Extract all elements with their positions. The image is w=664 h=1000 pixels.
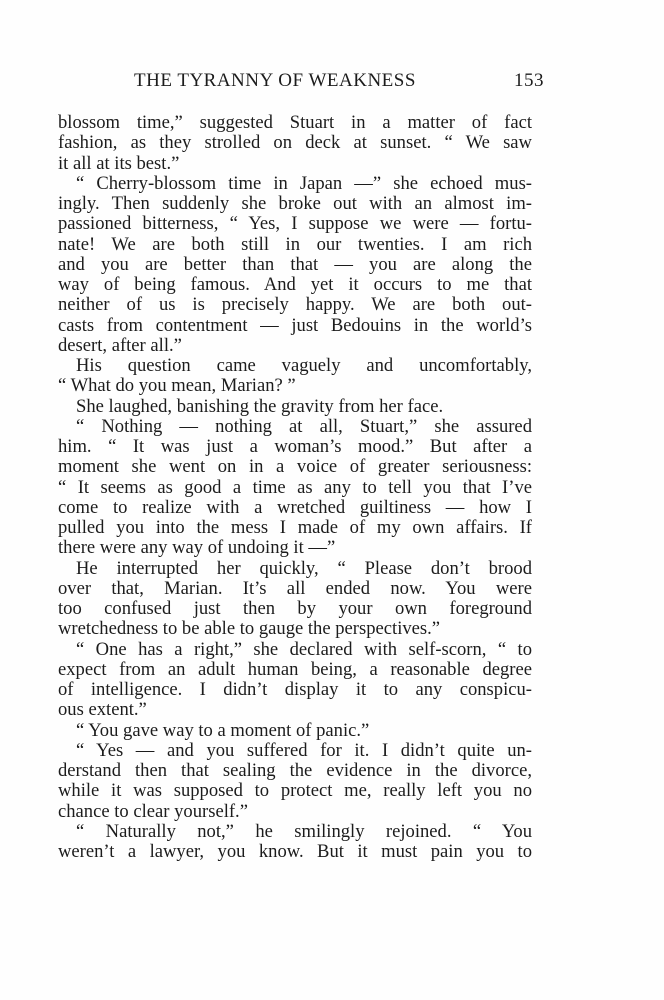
text-line: “ One has a right,” she declared with self-scorn, “ to	[76, 639, 532, 660]
text-line: neither of us is precisely happy. We are both out-	[58, 295, 532, 316]
text-line: weren’t a lawyer, you know. But it must pain you to	[58, 842, 532, 862]
text-line: “ Naturally not,” he smilingly rejoined. “ You	[76, 821, 532, 842]
text-line: of intelligence. I didn’t display it to any conspicu-	[58, 680, 532, 700]
text-line: chance to clear yourself.”	[58, 801, 248, 822]
text-line: moment she went on in a voice of greater seriousness:	[58, 457, 532, 478]
text-line: desert, after all.”	[58, 335, 182, 356]
text-line: there were any way of undoing it —”	[58, 538, 336, 559]
running-header	[134, 70, 544, 100]
text-line: while it was supposed to protect me, really left you no	[58, 781, 532, 802]
text-line: it all at its best.”	[58, 153, 180, 174]
text-line: casts from contentment — just Bedouins in the world’s	[58, 315, 532, 336]
text-line: ingly. Then suddenly she broke out with an almost im-	[58, 194, 532, 214]
text-line: way of being famous. And yet it occurs to me that	[58, 275, 532, 295]
text-line: He interrupted her quickly, “ Please don’t brood	[76, 558, 532, 579]
text-line: “ You gave way to a moment of panic.”	[76, 720, 370, 741]
text-line: come to realize with a wretched guiltiness — how I	[58, 497, 532, 518]
text-line: him. “ It was just a woman’s mood.” But after a	[58, 437, 532, 457]
text-line: and you are better than that — you are along the	[58, 254, 532, 275]
text-line: “ Yes — and you suffered for it. I didn’t quite un-	[76, 740, 532, 761]
text-line: nate! We are both still in our twenties. I am rich	[58, 234, 532, 255]
text-line: derstand then that sealing the evidence in the divorce,	[58, 761, 532, 781]
text-line: She laughed, banishing the gravity from her face.	[76, 396, 444, 417]
text-line: too confused just then by your own foreground	[58, 599, 532, 619]
text-line: “ What do you mean, Marian? ”	[58, 376, 296, 397]
text-line: “ It seems as good a time as any to tell you that I’ve	[58, 477, 532, 498]
text-line: passioned bitterness, “ Yes, I suppose we were — fortu-	[58, 214, 532, 235]
text-line: ous extent.”	[58, 700, 147, 721]
text-line: fashion, as they strolled on deck at sunset. “ We saw	[58, 133, 532, 154]
text-line: “ Cherry-blossom time in Japan —” she echoed mus-	[76, 173, 532, 194]
text-line: over that, Marian. It’s all ended now. You were	[58, 578, 532, 599]
text-line: His question came vaguely and uncomfortably,	[76, 356, 532, 376]
body-text	[58, 113, 532, 862]
running-title: THE TYRANNY OF WEAKNESS	[134, 70, 416, 91]
text-line: wretchedness to be able to gauge the perspectives.”	[58, 619, 441, 640]
text-line: blossom time,” suggested Stuart in a matter of fact	[58, 113, 532, 133]
text-line: pulled you into the mess I made of my own affairs. If	[58, 518, 532, 538]
text-line: expect from an adult human being, a reasonable degree	[58, 659, 532, 680]
text-line: “ Nothing — nothing at all, Stuart,” she assured	[76, 416, 532, 437]
page-number: 153	[514, 70, 544, 91]
